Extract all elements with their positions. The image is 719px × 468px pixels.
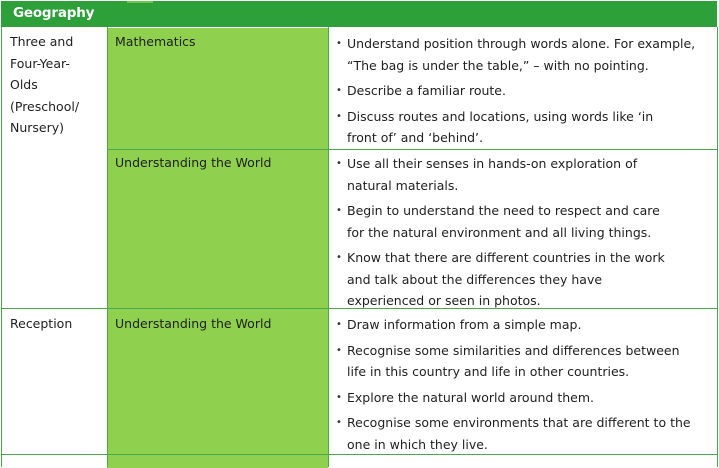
outcome-line: experienced or seen in photos. <box>347 293 541 308</box>
outcome-item <box>337 200 665 243</box>
outcome-line: front of’ and ‘behind’. <box>347 130 483 145</box>
age-group-cell <box>10 313 72 335</box>
outcome-line: • Describe a familiar route. <box>347 83 506 98</box>
rule-left <box>1 27 2 467</box>
outcome-item <box>337 247 665 312</box>
outcome-item <box>337 314 691 336</box>
outcome-line: • Explore the natural world around them. <box>347 389 594 405</box>
outcome-item <box>337 80 695 102</box>
area-name: Mathematics <box>115 34 196 49</box>
age-group-line: Three and <box>10 34 74 49</box>
table-header <box>1 1 717 28</box>
rule-col1 <box>107 27 108 467</box>
outcome-line: • Draw information from a simple map. <box>347 317 582 332</box>
area-column-fill <box>107 28 328 468</box>
outcome-line: and talk about the differences they have <box>347 271 603 287</box>
age-group-line: (Preschool/ <box>10 98 80 114</box>
outcome-line: • Know that there are different countries in the work <box>347 250 665 265</box>
age-group-line: Nursery) <box>10 120 65 135</box>
outcome-item <box>337 387 691 409</box>
outcome-list <box>337 33 695 149</box>
age-group-line: Reception <box>10 316 73 331</box>
outcome-item <box>337 412 691 455</box>
area-name: Understanding the World <box>115 155 272 170</box>
outcome-line: • Recognise some environments that are different to the <box>347 415 691 430</box>
curriculum-table <box>1 1 717 461</box>
age-group-cell <box>10 31 79 139</box>
outcome-line: natural materials. <box>347 177 459 193</box>
rule-col2 <box>328 27 329 467</box>
outcome-line: • Begin to understand the need to respect and care <box>347 203 660 218</box>
outcome-line: • Understand position through words alone. For example, <box>347 36 696 51</box>
outcome-list <box>337 153 665 312</box>
outcome-line: for the natural environment and all living things. <box>347 224 652 240</box>
age-group-line: Four-Year- <box>10 55 70 71</box>
outcome-line: • Use all their senses in hands-on exploration of <box>347 156 638 171</box>
outcome-line: • Recognise some similarities and differences between <box>347 342 680 358</box>
age-group-line: Olds <box>10 77 38 92</box>
outcome-item <box>337 340 691 383</box>
outcome-item <box>337 106 695 149</box>
area-name: Understanding the World <box>115 316 272 331</box>
outcome-item <box>337 33 695 76</box>
outcome-list <box>337 314 691 455</box>
outcome-line: “The bag is under the table,” – with no pointing. <box>347 57 649 73</box>
rule-area-split <box>107 149 718 150</box>
outcome-line: life in this country and life in other countries. <box>347 364 630 379</box>
table-title: Geography <box>13 5 95 21</box>
header-accent <box>127 1 153 3</box>
outcome-item <box>337 153 665 196</box>
rule-right <box>717 27 718 467</box>
outcome-line: one in which they live. <box>347 436 488 452</box>
outcome-line: • Discuss routes and locations, using words like ‘in <box>347 108 654 124</box>
